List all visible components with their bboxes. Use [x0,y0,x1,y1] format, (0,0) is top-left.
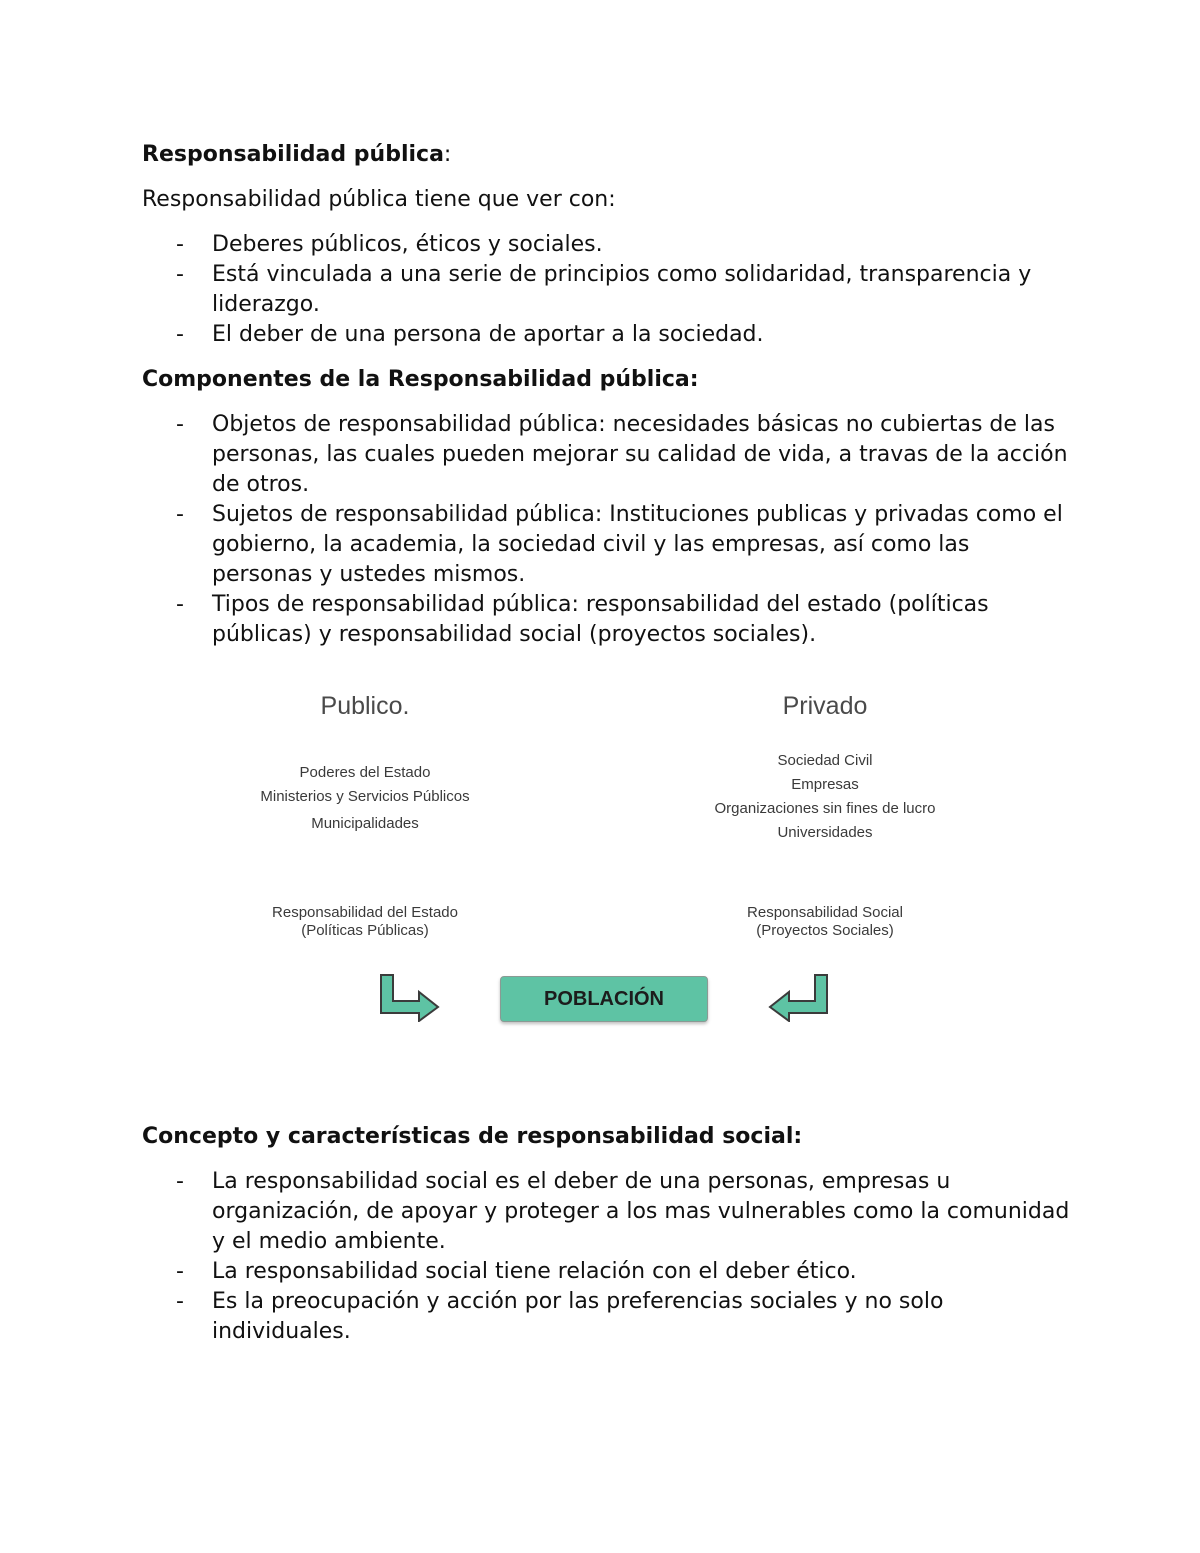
list-item: - Tipos de responsabilidad pública: responsabilidad del estado (políticas públicas) y responsabilidad social (proyectos sociales). [176,592,989,647]
publico-item: Poderes del Estado [299,764,431,781]
bullet-list [142,230,1072,350]
privado-column [690,692,960,845]
arrow-left-icon [766,972,830,1022]
section-heading: Componentes de la Responsabilidad pública: [142,367,699,392]
arrow-right-icon [378,972,442,1022]
list-item: - Deberes públicos, éticos y sociales. [176,232,603,257]
list-item: - Está vinculada a una serie de principios como solidaridad, transparencia y liderazgo. [176,262,1032,317]
list-item: - Objetos de responsabilidad pública: necesidades básicas no cubiertas de las personas, las cuales pueden mejorar su calidad de vida, a travas de la acción de otros. [176,412,1068,497]
section-heading: Concepto y características de responsabilidad social: [142,1124,803,1149]
responsabilidad-social-label: Responsabilidad Social (Proyectos Sociales) [747,904,903,939]
list-item: - Sujetos de responsabilidad pública: Instituciones publicas y privadas como el gobierno, la academia, la sociedad civil y las empresas, así como las personas y ustedes mismos. [176,502,1063,587]
section-componentes [142,365,1072,650]
responsabilidad-estado-label: Responsabilidad del Estado (Políticas Públicas) [272,904,458,939]
poblacion-box: POBLACIÓN [500,976,708,1022]
privado-item: Universidades [777,824,873,841]
list-item: - Es la preocupación y acción por las preferencias sociales y no solo individuales. [176,1289,944,1344]
section-concepto-responsabilidad-social [142,1122,1072,1347]
privado-item: Organizaciones sin fines de lucro [714,800,936,817]
list-item: - La responsabilidad social es el deber de una personas, empresas u organización, de apoyar y proteger a los mas vulnerables como la comunidad y el medio ambiente. [176,1169,1070,1254]
publico-title: Publico. [320,692,410,720]
section-responsabilidad-publica [142,140,1072,350]
section-heading: Responsabilidad pública: [142,142,452,167]
responsibility-diagram [230,680,990,1040]
publico-item: Ministerios y Servicios Públicos [260,788,470,805]
publico-item: Municipalidades [311,815,419,832]
bullet-list [142,1167,1072,1347]
bullet-list [142,410,1072,650]
privado-item: Empresas [791,776,859,793]
intro-text: Responsabilidad pública tiene que ver con: [142,187,616,212]
list-item: - La responsabilidad social tiene relación con el deber ético. [176,1259,857,1284]
privado-title: Privado [782,692,868,720]
privado-item: Sociedad Civil [777,752,873,769]
list-item: - El deber de una persona de aportar a la sociedad. [176,322,764,347]
publico-column [230,692,500,836]
